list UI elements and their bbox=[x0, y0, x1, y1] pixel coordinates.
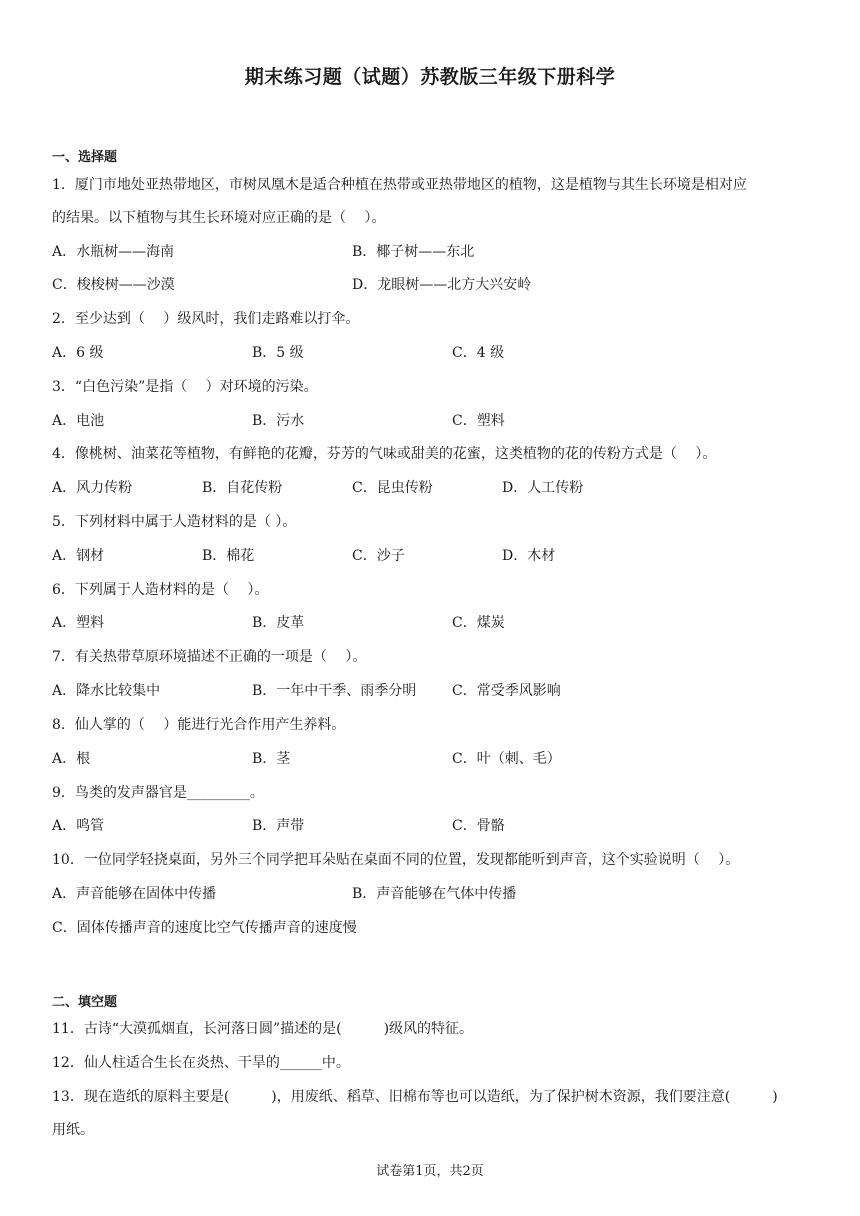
question-1-option-c: C．梭梭树——沙漠 bbox=[52, 277, 175, 293]
question-5-option-d: D．木材 bbox=[502, 548, 556, 564]
question-3-option-b: B．污水 bbox=[252, 413, 305, 429]
question-10-option-a: A．声音能够在固体中传播 bbox=[52, 886, 217, 902]
question-7-text: 7．有关热带草原环境描述不正确的一项是（ ）。 bbox=[52, 649, 367, 665]
question-8-option-b: B．茎 bbox=[252, 751, 291, 767]
question-4-option-b: B．自花传粉 bbox=[202, 480, 283, 496]
question-7-option-c: C．常受季风影响 bbox=[452, 683, 561, 699]
question-2-option-c: C．4 级 bbox=[452, 345, 505, 361]
question-9-option-b: B．声带 bbox=[252, 818, 305, 834]
question-9-option-c: C．骨骼 bbox=[452, 818, 505, 834]
question-7-option-a: A．降水比较集中 bbox=[52, 683, 161, 699]
question-1-option-d: D．龙眼树——北方大兴安岭 bbox=[352, 277, 532, 293]
question-3-option-c: C．塑料 bbox=[452, 413, 505, 429]
question-2-option-b: B．5 级 bbox=[252, 345, 304, 361]
question-7-option-b: B．一年中干季、雨季分明 bbox=[252, 683, 417, 699]
question-6-option-b: B．皮革 bbox=[252, 615, 305, 631]
question-1-text-line1: 1．厦门市地处亚热带地区，市树凤凰木是适合种植在热带或亚热带地区的植物，这是植物与其生长环境是相对应 bbox=[52, 177, 747, 193]
question-12-text: 12．仙人柱适合生长在炎热、干旱的______中。 bbox=[52, 1055, 350, 1071]
question-9-text: 9．鸟类的发声器官是_________。 bbox=[52, 785, 264, 801]
question-5-text: 5．下列材料中属于人造材料的是（ ）。 bbox=[52, 514, 297, 530]
question-13-text-line2: 用纸。 bbox=[52, 1122, 94, 1138]
page-footer: 试卷第1页，共2页 bbox=[376, 1164, 484, 1179]
question-4-option-c: C．昆虫传粉 bbox=[352, 480, 433, 496]
question-5-option-a: A．钢材 bbox=[52, 548, 105, 564]
question-6-option-a: A．塑料 bbox=[52, 615, 105, 631]
question-1-option-a: A．水瓶树——海南 bbox=[52, 244, 175, 260]
question-10-option-c: C．固体传播声音的速度比空气传播声音的速度慢 bbox=[52, 920, 357, 936]
question-2-option-a: A．6 级 bbox=[52, 345, 104, 361]
question-1-option-b: B．椰子树——东北 bbox=[352, 244, 475, 260]
question-8-text: 8．仙人掌的（ ）能进行光合作用产生养料。 bbox=[52, 717, 346, 733]
question-4-option-a: A．风力传粉 bbox=[52, 480, 133, 496]
question-6-text: 6．下列属于人造材料的是（ ）。 bbox=[52, 582, 269, 598]
question-1-text-line2: 的结果。以下植物与其生长环境对应正确的是（ ）。 bbox=[52, 210, 386, 226]
page-title: 期末练习题（试题）苏教版三年级下册科学 bbox=[244, 66, 616, 88]
question-6-option-c: C．煤炭 bbox=[452, 615, 505, 631]
question-3-option-a: A．电池 bbox=[52, 413, 105, 429]
question-8-option-a: A．根 bbox=[52, 751, 91, 767]
question-8-option-c: C．叶（刺、毛） bbox=[452, 751, 561, 767]
question-11-text: 11．古诗“大漠孤烟直，长河落日圆”描述的是( )级风的特征。 bbox=[52, 1021, 474, 1037]
question-4-option-d: D．人工传粉 bbox=[502, 480, 584, 496]
question-5-option-b: B．棉花 bbox=[202, 548, 255, 564]
question-3-text: 3．“白色污染”是指（ ）对环境的污染。 bbox=[52, 379, 318, 395]
question-13-text-line1: 13．现在造纸的原料主要是( )，用废纸、稻草、旧棉布等也可以造纸，为了保护树木资源，我们要注意( ) bbox=[52, 1089, 778, 1105]
question-4-text: 4．像桃树、油菜花等植物，有鲜艳的花瓣，芬芳的气味或甜美的花蜜，这类植物的花的传粉方式是（ ）。 bbox=[52, 446, 717, 462]
question-2-text: 2．至少达到（ ）级风时，我们走路难以打伞。 bbox=[52, 311, 360, 327]
section-heading-fill-in: 二、填空题 bbox=[52, 995, 118, 1010]
question-10-text: 10．一位同学轻挠桌面，另外三个同学把耳朵贴在桌面不同的位置，发现都能听到声音，这个实验说明（ ）。 bbox=[52, 852, 740, 868]
section-heading-choice: 一、选择题 bbox=[52, 150, 118, 165]
question-5-option-c: C．沙子 bbox=[352, 548, 405, 564]
question-10-option-b: B．声音能够在气体中传播 bbox=[352, 886, 517, 902]
question-9-option-a: A．鸣管 bbox=[52, 818, 105, 834]
